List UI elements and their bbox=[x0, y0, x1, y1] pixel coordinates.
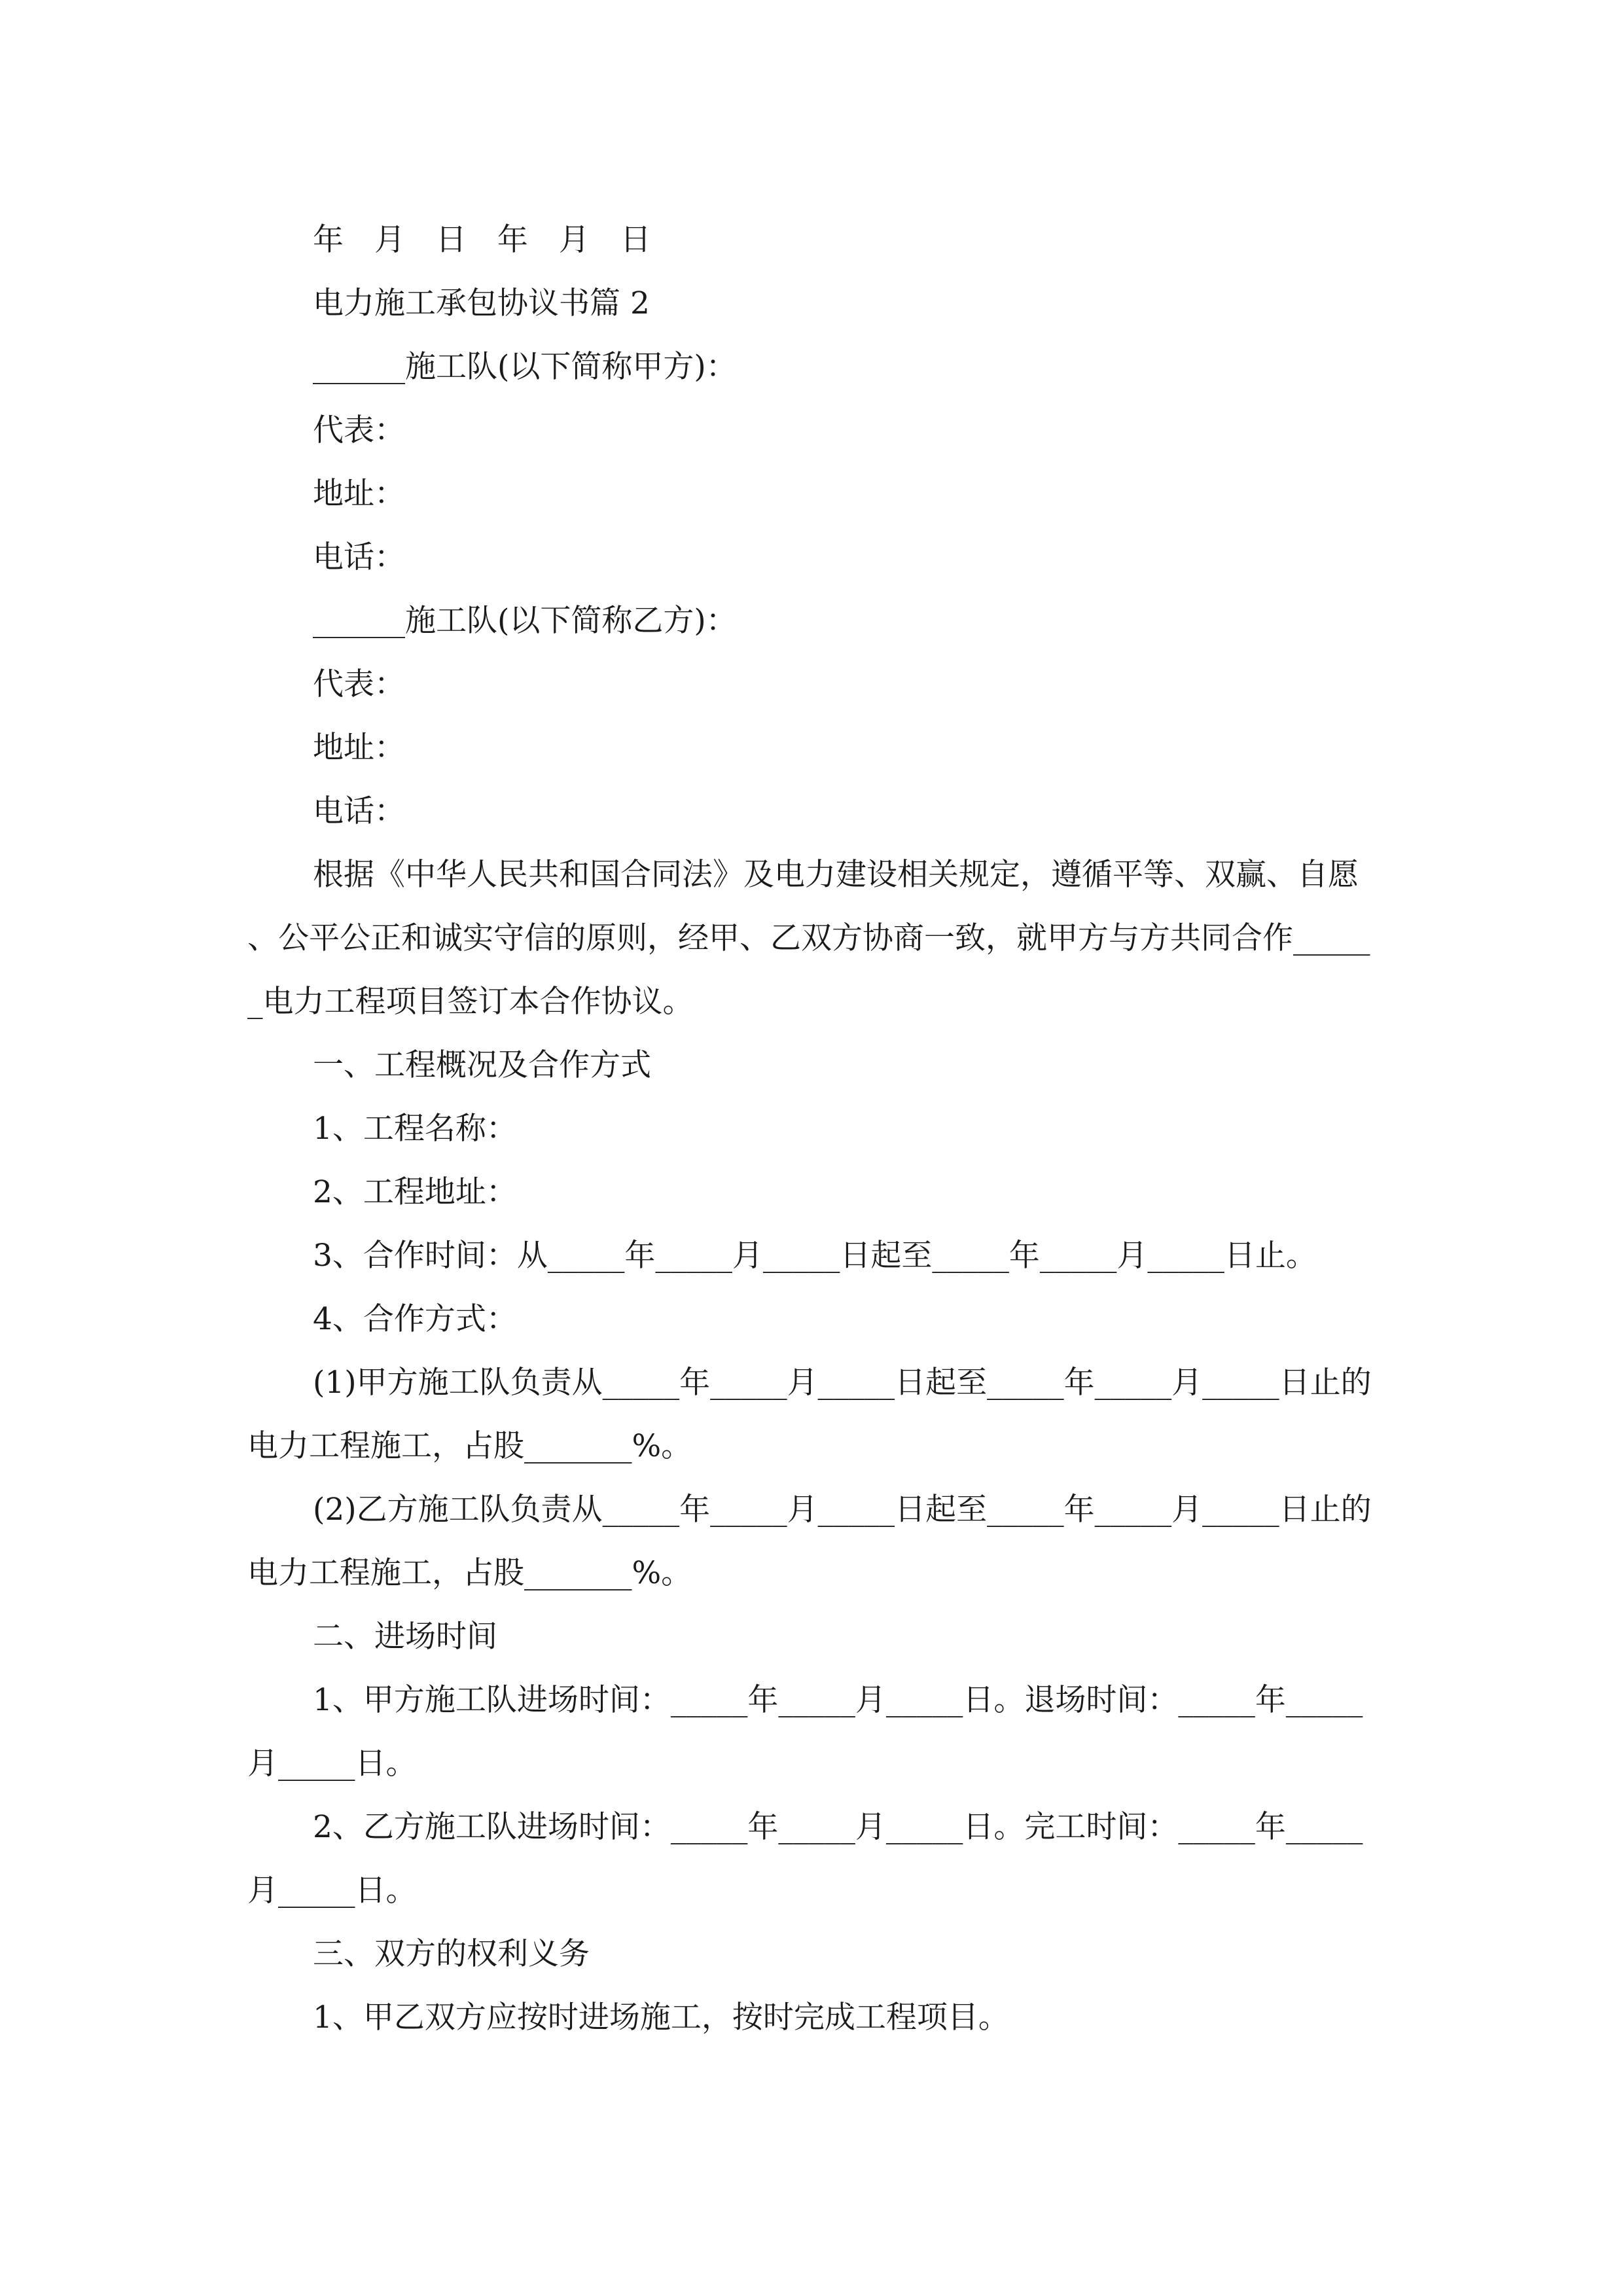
section-1-title: 一、工程概况及合作方式 bbox=[313, 1047, 651, 1083]
signature-date-line: 年 月 日 年 月 日 bbox=[313, 222, 662, 258]
obligation-clause-1: 1、甲乙双方应按时进场施工，按时完成工程项目。 bbox=[313, 2000, 1009, 2036]
document-body bbox=[247, 208, 1380, 2049]
preamble-paragraph: 根据《中华人民共和国合同法》及电力建设相关规定，遵循平等、双赢、自愿、公平公正和诚实守信的原则，经甲、乙双方协商一致，就甲方与方共同合作______电力工程项目签订本合作协议。 bbox=[247, 857, 1370, 1020]
party-a-entry-clause: 1、甲方施工队进场时间：_____年_____月_____日。退场时间：_____年_____月_____日。 bbox=[247, 1682, 1363, 1782]
party-b-phone: 电话： bbox=[313, 793, 405, 829]
party-a-address: 地址： bbox=[313, 476, 405, 512]
document-heading: 电力施工承包协议书篇 2 bbox=[313, 285, 650, 321]
party-a-scope-clause: (1)甲方施工队负责从_____年_____月_____日起至_____年_____月_____日止的电力工程施工，占股_______%。 bbox=[247, 1365, 1372, 1464]
party-a-line: ______施工队(以下简称甲方)： bbox=[313, 349, 737, 385]
party-a-phone: 电话： bbox=[313, 539, 405, 575]
cooperation-method-clause: 4、合作方式： bbox=[313, 1301, 517, 1337]
section-3-title: 三、双方的权利义务 bbox=[313, 1936, 590, 1972]
party-b-representative: 代表： bbox=[313, 666, 405, 702]
party-b-entry-clause: 2、乙方施工队进场时间：_____年_____月_____日。完工时间：_____年_____月_____日。 bbox=[247, 1809, 1363, 1909]
party-a-representative: 代表： bbox=[313, 412, 405, 448]
party-b-line: ______施工队(以下简称乙方)： bbox=[313, 603, 737, 639]
party-b-scope-clause: (2)乙方施工队负责从_____年_____月_____日起至_____年_____月_____日止的电力工程施工，占股_______%。 bbox=[247, 1492, 1372, 1591]
project-address-clause: 2、工程地址： bbox=[313, 1174, 517, 1210]
section-2-title: 二、进场时间 bbox=[313, 1619, 497, 1655]
cooperation-period-clause: 3、合作时间：从_____年_____月_____日起至_____年_____月_____日止。 bbox=[313, 1238, 1317, 1274]
party-b-address: 地址： bbox=[313, 730, 405, 766]
project-name-clause: 1、工程名称： bbox=[313, 1111, 517, 1147]
